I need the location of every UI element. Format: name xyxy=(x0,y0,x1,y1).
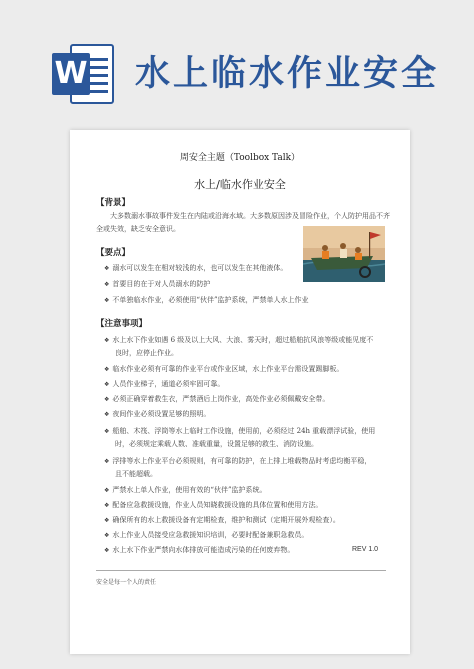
bullet-icon: ❖ xyxy=(104,458,110,465)
bullet-icon: ❖ xyxy=(104,297,110,304)
bullet-icon: ❖ xyxy=(104,502,110,509)
word-icon-letter: W xyxy=(52,53,90,95)
note-item: ❖ 浮排等水上作业平台必须规则，有可靠的防护，在上排上堆载物品时考虑均衡平稳， xyxy=(104,457,372,465)
bullet-icon: ❖ xyxy=(104,281,110,288)
note-item-continuation: 且不能超载。 xyxy=(115,470,157,478)
bullet-icon: ❖ xyxy=(104,381,110,388)
banner-title: 水上临水作业安全 xyxy=(135,54,440,94)
revision-label: REV 1.0 xyxy=(352,546,379,553)
note-item: ❖ 船舶、木筏、浮筒等水上临时工作设施，使用前，必须经过 24h 重载漂浮试验，使用 xyxy=(104,427,376,435)
note-item-continuation: 良时，应停止作业。 xyxy=(115,349,178,357)
note-item: ❖ 严禁水上单人作业，使用有效的“伙伴”监护系统。 xyxy=(104,486,267,494)
bullet-icon: ❖ xyxy=(104,337,110,344)
document-subtitle: 周安全主题（Toolbox Talk） xyxy=(179,153,301,163)
note-item: ❖ 水上水下作业严禁向水体排放可能造成污染的任何废弃物。 xyxy=(104,546,295,554)
bullet-icon: ❖ xyxy=(104,547,110,554)
note-item-continuation: 时，必须规定乘载人数、准载重量，设置足够的救生、消防设施。 xyxy=(115,440,318,448)
banner xyxy=(0,0,474,120)
note-item: ❖ 必须正确穿着救生衣，严禁酒后上岗作业，高处作业必须佩戴安全带。 xyxy=(104,395,330,403)
bullet-icon: ❖ xyxy=(104,396,110,403)
keypoint-item: ❖ 溺水可以发生在相对较浅的水，也可以发生在其他液体。 xyxy=(104,264,288,272)
document-page xyxy=(70,130,410,654)
bullet-icon: ❖ xyxy=(104,265,110,272)
bullet-icon: ❖ xyxy=(104,366,110,373)
background-heading: 【背景】 xyxy=(96,198,131,208)
water-work-illustration xyxy=(303,226,385,282)
keypoint-item: ❖ 不单独临水作业，必须使用“伙伴”监护系统，严禁单人水上作业 xyxy=(104,296,309,304)
note-item: ❖ 水上作业人员接受应急救援知识培训，必要时配备兼职急救员。 xyxy=(104,531,309,539)
bullet-icon: ❖ xyxy=(104,517,110,524)
note-item: ❖ 临水作业必须有可靠的作业平台或作业区域，水上作业平台需设置踢脚板。 xyxy=(104,365,344,373)
keypoints-heading: 【要点】 xyxy=(96,248,131,258)
note-item: ❖ 人员作业梯子，通道必须牢固可靠。 xyxy=(104,380,225,388)
bullet-icon: ❖ xyxy=(104,428,110,435)
note-item: ❖ 水上水下作业如遇 6 级及以上大风、大浪、雾天时，超过船舶抗风浪等级或能见度不 xyxy=(104,336,374,344)
note-item: ❖ 夜间作业必须设置足够的照明。 xyxy=(104,410,211,418)
background-line: 大多数溺水事故事件发生在内陆或沿海水域。大多数原因涉及冒险作业，个人防护用品 xyxy=(110,212,376,220)
footer-text: 安全是每一个人的责任 xyxy=(96,579,157,586)
word-icon xyxy=(52,44,114,104)
background-line: 不齐全或失效，缺乏安全意识。 xyxy=(96,212,390,233)
document-title: 水上/临水作业安全 xyxy=(194,178,286,191)
bullet-icon: ❖ xyxy=(104,532,110,539)
footer-divider xyxy=(96,570,386,571)
keypoint-item: ❖ 首要目的在于对人员溺水的防护 xyxy=(104,280,211,288)
notes-heading: 【注意事项】 xyxy=(96,319,148,329)
bullet-icon: ❖ xyxy=(104,411,110,418)
note-item: ❖ 配备应急救援设施，作业人员知晓救援设施的具体位置和使用方法。 xyxy=(104,501,323,509)
bullet-icon: ❖ xyxy=(104,487,110,494)
note-item: ❖ 确保所有的水上救援设备有定期检查，维护和测试（定期开展外观检查）。 xyxy=(104,516,340,524)
